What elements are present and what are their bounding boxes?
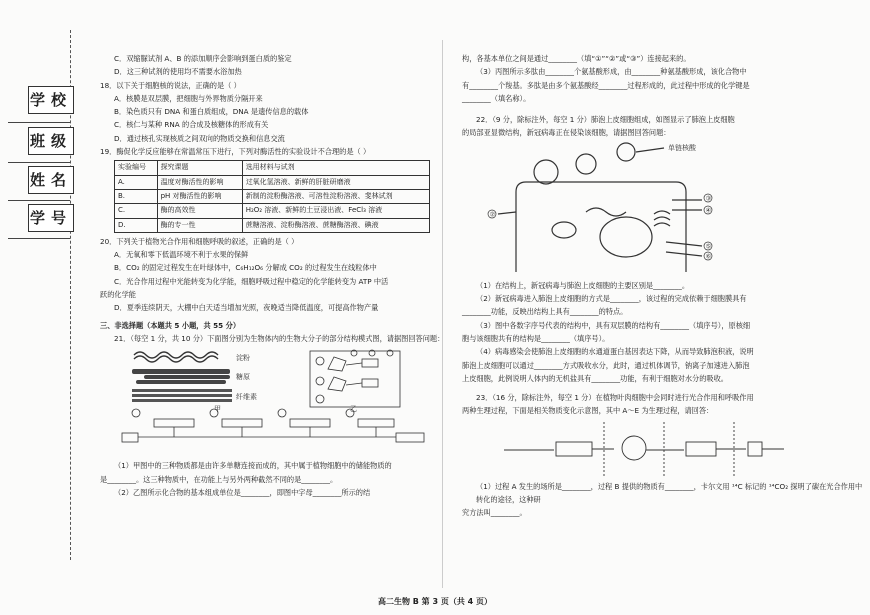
left-column <box>100 52 445 499</box>
text-line: 上皮细胞，此例说明人体内的无机盐具有________功能，有利于细胞对水分的吸收。 <box>462 373 728 383</box>
question-22: 22．（9 分，除标注外，每空 1 分）肺泡上皮细胞组成，如图显示了肺泡上皮细胞 <box>476 115 735 125</box>
question-18: 18．以下关于细胞核的说法，正确的是（ ） <box>100 80 241 90</box>
question-20: 20．下列关于植物光合作用和细胞呼吸的叙述，正确的是（ ） <box>100 236 299 246</box>
nucleotide-chain <box>310 350 400 407</box>
binding-strip <box>0 0 88 615</box>
table-cell: 酶的专一性 <box>157 218 242 232</box>
fill-line <box>8 200 70 201</box>
text-line: C．光合作用过程中光能转变为化学能，细胞呼吸过程中稳定的化学能转变为 ATP 中活 <box>114 276 389 286</box>
text-line: ________功能，反映出结构上具有________的特点。 <box>462 307 628 317</box>
peptide-chain <box>122 409 424 442</box>
label-yi: 乙 <box>350 405 357 414</box>
table-cell: C. <box>115 204 158 218</box>
label-single-strand-rna: 单链核酸 <box>668 143 696 152</box>
starch-chain <box>134 352 218 362</box>
text-line: B．CO₂ 的固定过程发生在叶绿体中，C₆H₁₂O₆ 分解成 CO₂ 的过程发生在线粒体中 <box>114 263 377 273</box>
table-cell: B. <box>115 189 158 203</box>
text-line: D．这三种试剂的使用均不需要水浴加热 <box>114 67 242 77</box>
table-cell: D. <box>115 218 158 232</box>
text-line: 有________个羧基。多肽是由多个氨基酸经________过程形成的，此过程中形成的化学键是 <box>462 80 750 90</box>
question-21: 21．（每空 1 分，共 10 分）下面图分别为生物体内的生物大分子的部分结构模式图，请据图回答问题： <box>114 333 445 343</box>
svg-text:②: ② <box>489 210 496 219</box>
label-class: 班级 <box>28 127 74 155</box>
metabolism-flow-diagram <box>484 420 814 478</box>
text-line: 是________。这三种物质中，在功能上与另外两种截然不同的是________。 <box>100 474 338 484</box>
question-23: 23．（16 分，除标注外，每空 1 分）在植物叶肉细胞中会同时进行光合作用和呼吸作用 <box>476 393 754 403</box>
table-cell: 选用材料与试剂 <box>242 161 429 175</box>
table-row <box>115 204 430 218</box>
table-row <box>115 189 430 203</box>
virus-particle <box>576 154 596 174</box>
question-19: 19．酶促化学反应能够在常温常压下进行，下列对酶活性的实验设计不合理的是（ ） <box>100 147 371 157</box>
text-line: 的局部亚显微结构，新冠病毒正在侵染该细胞，请据图回答问题： <box>462 128 671 138</box>
fill-line <box>8 122 70 123</box>
text-line: （3）图中各数字序号代表的结构中，具有双层膜的结构有________（填序号），原核细 <box>476 320 751 330</box>
label-starch: 淀粉 <box>236 354 250 363</box>
text-line: （4）病毒感染会使肺泡上皮细胞的水通道蛋白基因表达下降，从而导致肺泡积液，说明 <box>476 347 754 357</box>
table-cell: pH 对酶活性的影响 <box>157 189 242 203</box>
table-cell: 蔗糖溶液、淀粉酶溶液、蔗糖酶溶液、碘液 <box>242 218 429 232</box>
text-line: 肺泡上皮细胞可以通过________方式吸收水分，此时，通过机体调节，钠离子加速进入肺泡 <box>462 360 750 370</box>
text-line: D．通过核孔实现核质之间双向的物质交换和信息交流 <box>114 133 285 143</box>
text-line: （3）丙图所示多肽由________个氨基酸形成，由________种氨基酸形成，该化合物中 <box>476 67 747 77</box>
text-line: 究方法叫________。 <box>462 508 527 518</box>
glycogen-chain <box>132 369 230 384</box>
section-heading: 三、非选择题（本题共 5 小题，共 55 分） <box>100 320 241 330</box>
text-line: A．无氧和零下低温环境不利于水果的保鲜 <box>114 250 249 260</box>
page-footer: 高二生物 B 第 3 页（共 4 页） <box>378 597 492 606</box>
label-jia: 甲 <box>214 405 221 414</box>
svg-text:④: ④ <box>705 206 712 215</box>
right-column <box>462 52 862 520</box>
text-line: （1）在结构上，新冠病毒与肺泡上皮细胞的主要区别是________。 <box>476 280 690 290</box>
text-line: 构，各基本单位之间是通过________（填“①”“②”或“③”）连接起来的。 <box>462 54 691 63</box>
table-row <box>115 218 430 232</box>
lung-cell-diagram <box>476 142 806 277</box>
text-line: C．核仁与某种 RNA 的合成及核糖体的形成有关 <box>114 120 269 130</box>
macromolecule-diagram <box>114 347 434 457</box>
label-id: 学号 <box>28 204 74 232</box>
label-name: 姓名 <box>28 166 74 194</box>
text-line: B．染色质只有 DNA 和蛋白质组成，DNA 是遗传信息的载体 <box>114 107 309 117</box>
figure-macromolecules <box>114 347 434 457</box>
text-line: （2）新冠病毒进入肺泡上皮细胞的方式是________，该过程的完成依赖于细胞膜具有 <box>476 294 747 304</box>
virus-particle <box>534 160 558 184</box>
table-row <box>115 161 430 175</box>
label-school: 学校 <box>28 86 74 114</box>
virus-particle <box>617 143 635 161</box>
table-cell: 酶的高效性 <box>157 204 242 218</box>
text-line: （2）乙图所示化合物的基本组成单位是________，即图中字母________所示的结 <box>114 487 371 497</box>
svg-text:⑤: ⑤ <box>705 242 712 251</box>
golgi <box>654 211 670 226</box>
text-line: A．核膜是双层膜，把细胞与外界物质分隔开来 <box>114 93 263 103</box>
figure-lung-cell <box>476 142 806 277</box>
figure-photosynthesis-respiration <box>484 420 814 478</box>
table-cell: 实验编号 <box>115 161 158 175</box>
table-cell: 新制的淀粉酶溶液、可溶性淀粉溶液、斐林试剂 <box>242 189 429 203</box>
table-cell: H₂O₂ 溶液、新鲜的土豆浸出液、FeCl₃ 溶液 <box>242 204 429 218</box>
label-cellulose: 纤维素 <box>236 393 257 402</box>
text-line: 跃的化学能 <box>100 290 136 300</box>
cellulose-chain <box>132 389 232 402</box>
text-line: 两种生理过程，下面是相关物质变化示意图，其中 A～E 为生理过程，请回答： <box>462 406 714 416</box>
nucleus <box>600 217 652 257</box>
mitochondrion <box>552 222 576 238</box>
text-line: D．夏季连续阴天，大棚中白天适当增加光照，夜晚适当降低温度，可提高作物产量 <box>114 303 379 313</box>
fill-line <box>8 238 70 239</box>
text-line: ________（填名称）。 <box>462 93 531 103</box>
text-line: （1）甲图中的三种物质都是由许多单糖连接而成的，其中属于植物细胞中的储能物质的 <box>114 461 392 471</box>
cell-membrane <box>516 182 686 272</box>
table-cell: 探究课题 <box>157 161 242 175</box>
table-row <box>115 175 430 189</box>
table-cell: 温度对酶活性的影响 <box>157 175 242 189</box>
column-divider <box>442 40 443 588</box>
experiment-table <box>114 160 430 232</box>
svg-text:③: ③ <box>705 194 712 203</box>
text-line: C．双缩脲试剂 A、B 的添加顺序会影响到蛋白质的鉴定 <box>114 54 292 63</box>
table-cell: A. <box>115 175 158 189</box>
table-cell: 过氧化氢溶液、新鲜的肝脏研磨液 <box>242 175 429 189</box>
text-line: 胞与该细胞共有的结构是________（填序号）。 <box>462 333 610 343</box>
fill-line <box>8 162 70 163</box>
text-line: （1）过程 A 发生的场所是________，过程 B 提供的物质有________，卡尔文用 ¹⁴C 标记的 ¹⁴CO₂ 探明了碳在光合作用中转化的途径，这种研 <box>476 481 863 505</box>
svg-text:⑥: ⑥ <box>705 252 712 261</box>
label-glycogen: 糖原 <box>236 373 250 382</box>
endoplasmic-reticulum <box>586 208 626 216</box>
